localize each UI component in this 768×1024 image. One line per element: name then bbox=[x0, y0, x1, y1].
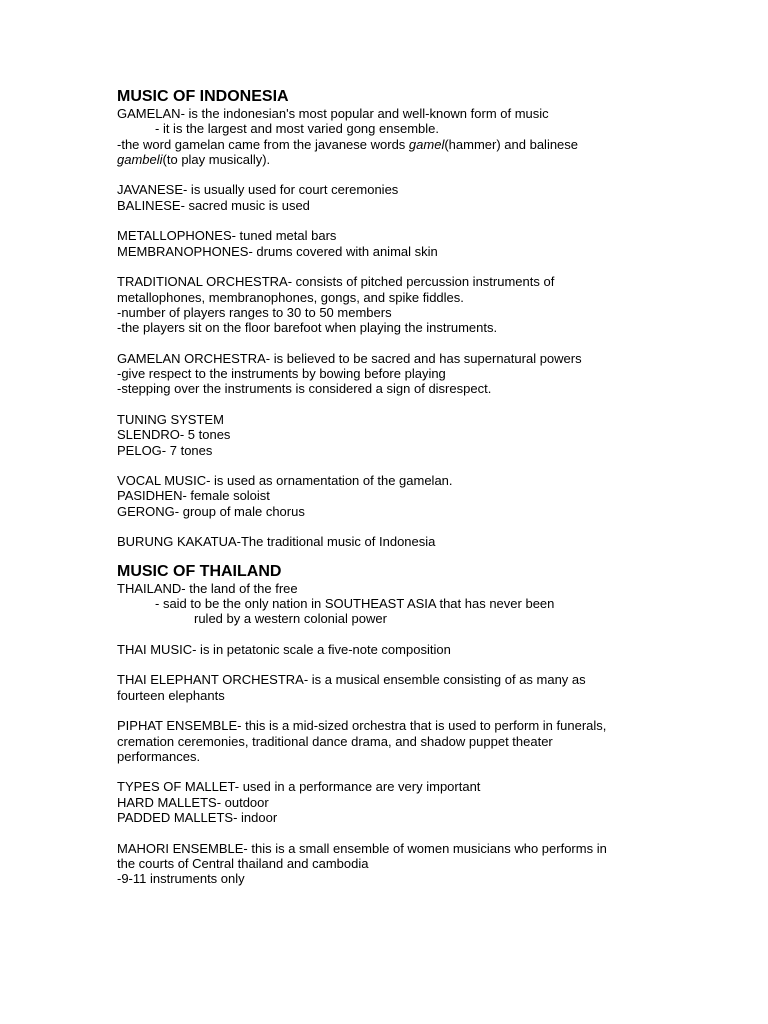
thailand-line-1: THAILAND- the land of the free bbox=[117, 580, 298, 596]
piphat-line-1: PIPHAT ENSEMBLE- this is a mid-sized orchestra that is used to perform in funerals, bbox=[117, 718, 607, 734]
mallet-line-2: HARD MALLETS- outdoor bbox=[117, 794, 269, 810]
traditional-orchestra-line-3: -number of players ranges to 30 to 50 members bbox=[117, 304, 392, 320]
traditional-orchestra-line-1: TRADITIONAL ORCHESTRA- consists of pitched percussion instruments of bbox=[117, 274, 555, 290]
traditional-orchestra-line-4: -the players sit on the floor barefoot when playing the instruments. bbox=[117, 320, 498, 336]
mahori-line-1: MAHORI ENSEMBLE- this is a small ensemble of women musicians who performs in bbox=[117, 840, 607, 856]
tuning-system-line: TUNING SYSTEM bbox=[117, 411, 224, 427]
burung-kakatua-line: BURUNG KAKATUA-The traditional music of Indonesia bbox=[117, 534, 436, 550]
membranophones-line: MEMBRANOPHONES- drums covered with animal skin bbox=[117, 243, 438, 259]
balinese-line: BALINESE- sacred music is used bbox=[117, 197, 310, 213]
thailand-line-3: ruled by a western colonial power bbox=[194, 611, 387, 627]
mallet-line-1: TYPES OF MALLET- used in a performance are very important bbox=[117, 779, 481, 795]
gamelan-line-4-end: (to play musically). bbox=[162, 151, 271, 167]
vocal-music-line: VOCAL MUSIC- is used as ornamentation of the gamelan. bbox=[117, 473, 453, 489]
gerong-line: GERONG- group of male chorus bbox=[117, 503, 305, 519]
thailand-line-2: - said to be the only nation in SOUTHEAST ASIA that has never been bbox=[155, 595, 555, 611]
piphat-line-2: cremation ceremonies, traditional dance drama, and shadow puppet theater bbox=[117, 733, 553, 749]
gamelan-line-3-text: -the word gamelan came from the javanese words bbox=[117, 136, 409, 152]
document-page bbox=[117, 87, 737, 887]
mallet-line-3: PADDED MALLETS- indoor bbox=[117, 810, 278, 826]
gamelan-orchestra-line-3: -stepping over the instruments is considered a sign of disrespect. bbox=[117, 381, 492, 397]
gamelan-line-2: - it is the largest and most varied gong ensemble. bbox=[155, 121, 439, 137]
slendro-line: SLENDRO- 5 tones bbox=[117, 427, 231, 443]
gamelan-orchestra-line-2: -give respect to the instruments by bowing before playing bbox=[117, 366, 446, 382]
javanese-line: JAVANESE- is usually used for court ceremonies bbox=[117, 182, 399, 198]
elephant-orchestra-line-2: fourteen elephants bbox=[117, 687, 225, 703]
mahori-line-3: -9-11 instruments only bbox=[117, 871, 245, 887]
heading-thailand: MUSIC OF THAILAND bbox=[117, 562, 282, 580]
metallophones-line: METALLOPHONES- tuned metal bars bbox=[117, 228, 337, 244]
gamelan-line-4 bbox=[117, 152, 737, 167]
gamelan-line-3 bbox=[117, 137, 737, 152]
gamelan-orchestra-line-1: GAMELAN ORCHESTRA- is believed to be sacred and has supernatural powers bbox=[117, 350, 582, 366]
mahori-line-2: the courts of Central thailand and cambodia bbox=[117, 855, 369, 871]
pelog-line: PELOG- 7 tones bbox=[117, 442, 213, 458]
elephant-orchestra-line-1: THAI ELEPHANT ORCHESTRA- is a musical ensemble consisting of as many as bbox=[117, 672, 586, 688]
gamelan-line-3-end: (hammer) and balinese bbox=[444, 136, 579, 152]
traditional-orchestra-line-2: metallophones, membranophones, gongs, and spike fiddles. bbox=[117, 289, 464, 305]
gamel-word: gamel bbox=[408, 136, 445, 152]
heading-indonesia: MUSIC OF INDONESIA bbox=[117, 88, 289, 105]
piphat-line-3: performances. bbox=[117, 748, 201, 764]
thai-music-line: THAI MUSIC- is in petatonic scale a five-note composition bbox=[117, 641, 451, 657]
gamelan-line-1: GAMELAN- is the indonesian's most popular and well-known form of music bbox=[117, 106, 549, 121]
pasidhen-line: PASIDHEN- female soloist bbox=[117, 488, 270, 504]
gambeli-word: gambeli bbox=[117, 151, 163, 167]
